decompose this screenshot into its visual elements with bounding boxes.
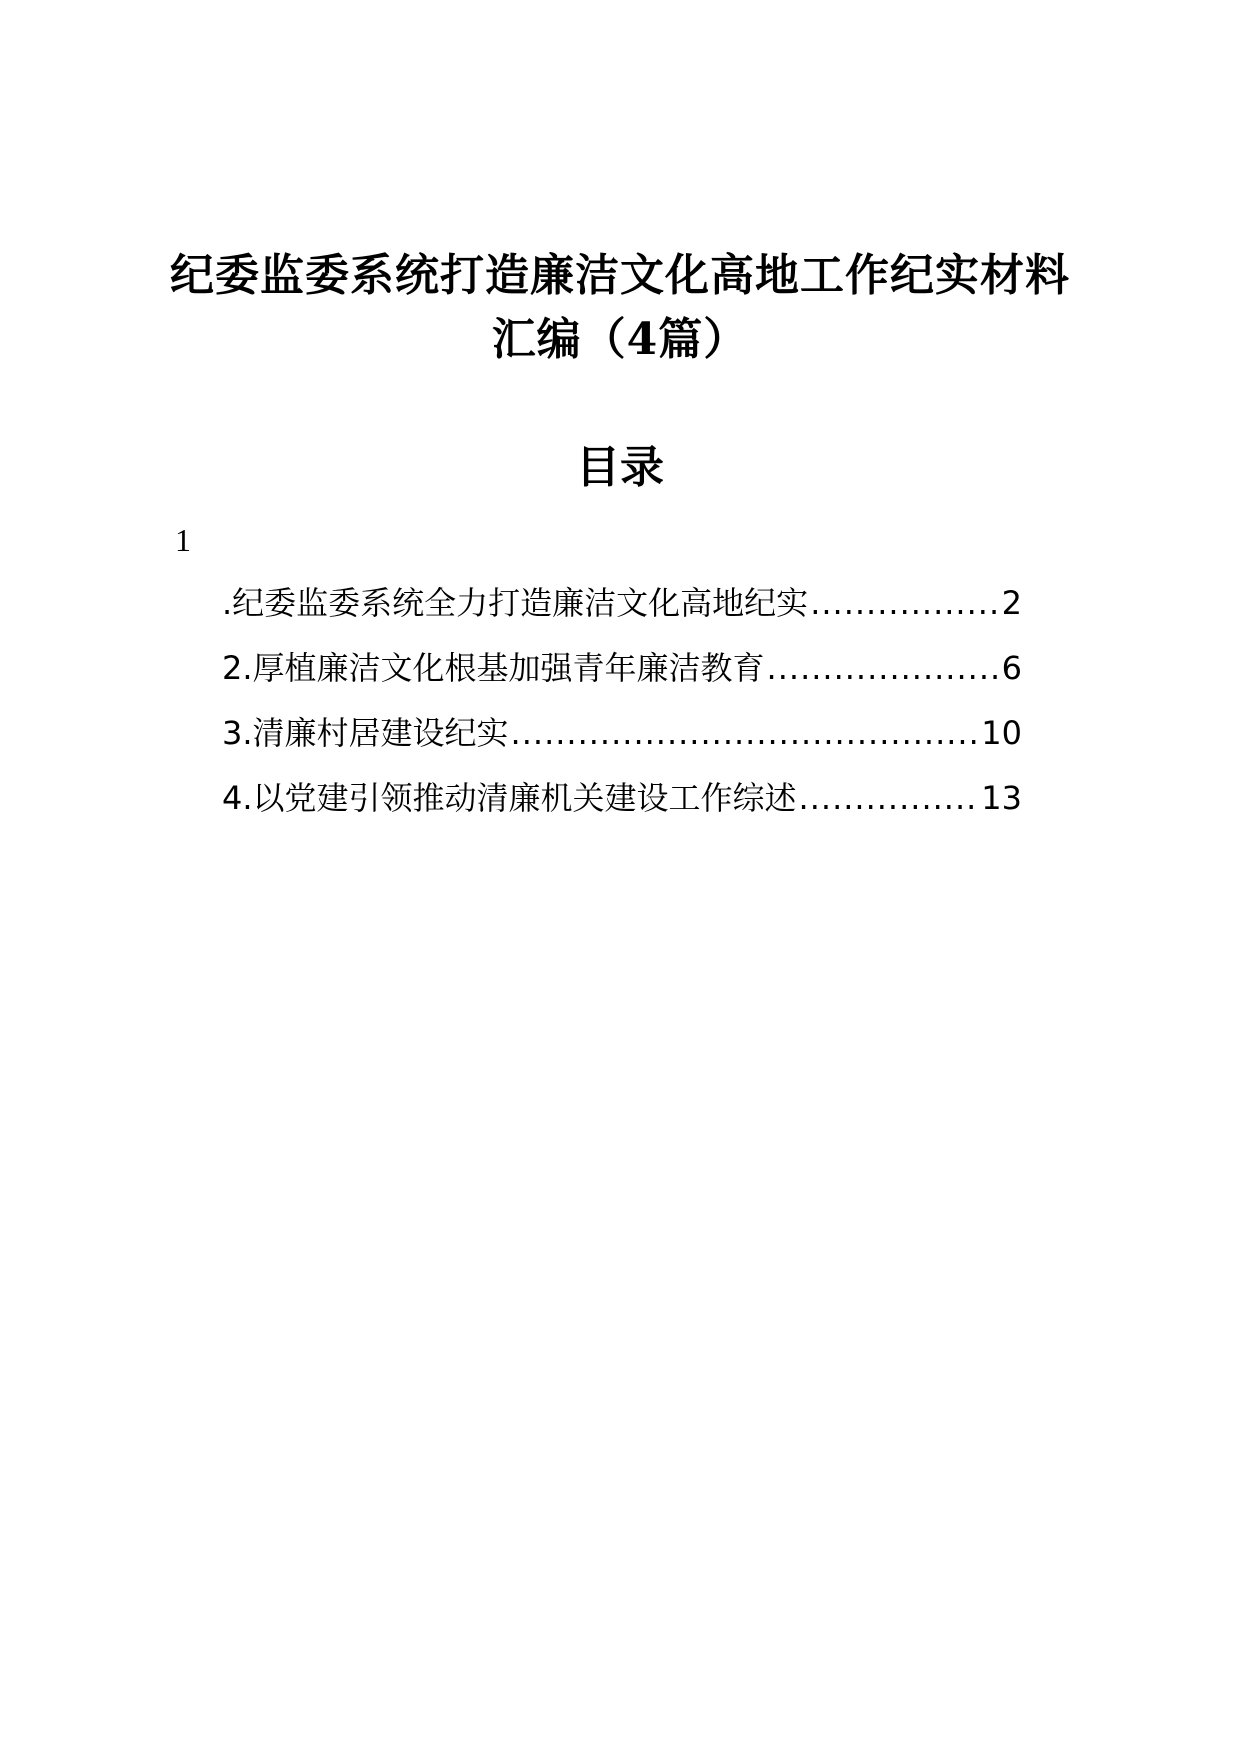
toc-page-number: 6 xyxy=(1001,649,1022,687)
document-title-line-1: 纪委监委系统打造廉洁文化高地工作纪实材料 xyxy=(170,250,1070,301)
toc-entry-text: 4.以党建引领推动清廉机关建设工作综述 xyxy=(222,779,797,817)
toc-heading: 目录 xyxy=(576,442,664,493)
toc-entry-3[interactable] xyxy=(222,708,1022,773)
toc-entry-1[interactable] xyxy=(222,578,1022,643)
toc-entry-text: .纪委监委系统全力打造廉洁文化高地纪实 xyxy=(222,584,809,622)
toc-entry-text: 3.清廉村居建设纪实 xyxy=(222,714,509,752)
toc-page-number: 13 xyxy=(981,779,1022,817)
toc-page-number: 2 xyxy=(1001,584,1022,622)
toc-entry-2[interactable] xyxy=(222,643,1022,708)
toc-dot-leader xyxy=(810,578,999,628)
document-title-line-2: 汇编（4篇） xyxy=(491,314,749,365)
toc-page-number: 10 xyxy=(981,714,1022,752)
toc-list xyxy=(222,578,1022,838)
toc-stray-number: 1 xyxy=(175,522,191,558)
toc-entry-text: 2.厚植廉洁文化根基加强青年廉洁教育 xyxy=(222,649,765,687)
toc-dot-leader xyxy=(767,643,1000,693)
toc-dot-leader xyxy=(511,708,980,758)
toc-dot-leader xyxy=(799,773,980,823)
toc-entry-4[interactable] xyxy=(222,773,1022,838)
